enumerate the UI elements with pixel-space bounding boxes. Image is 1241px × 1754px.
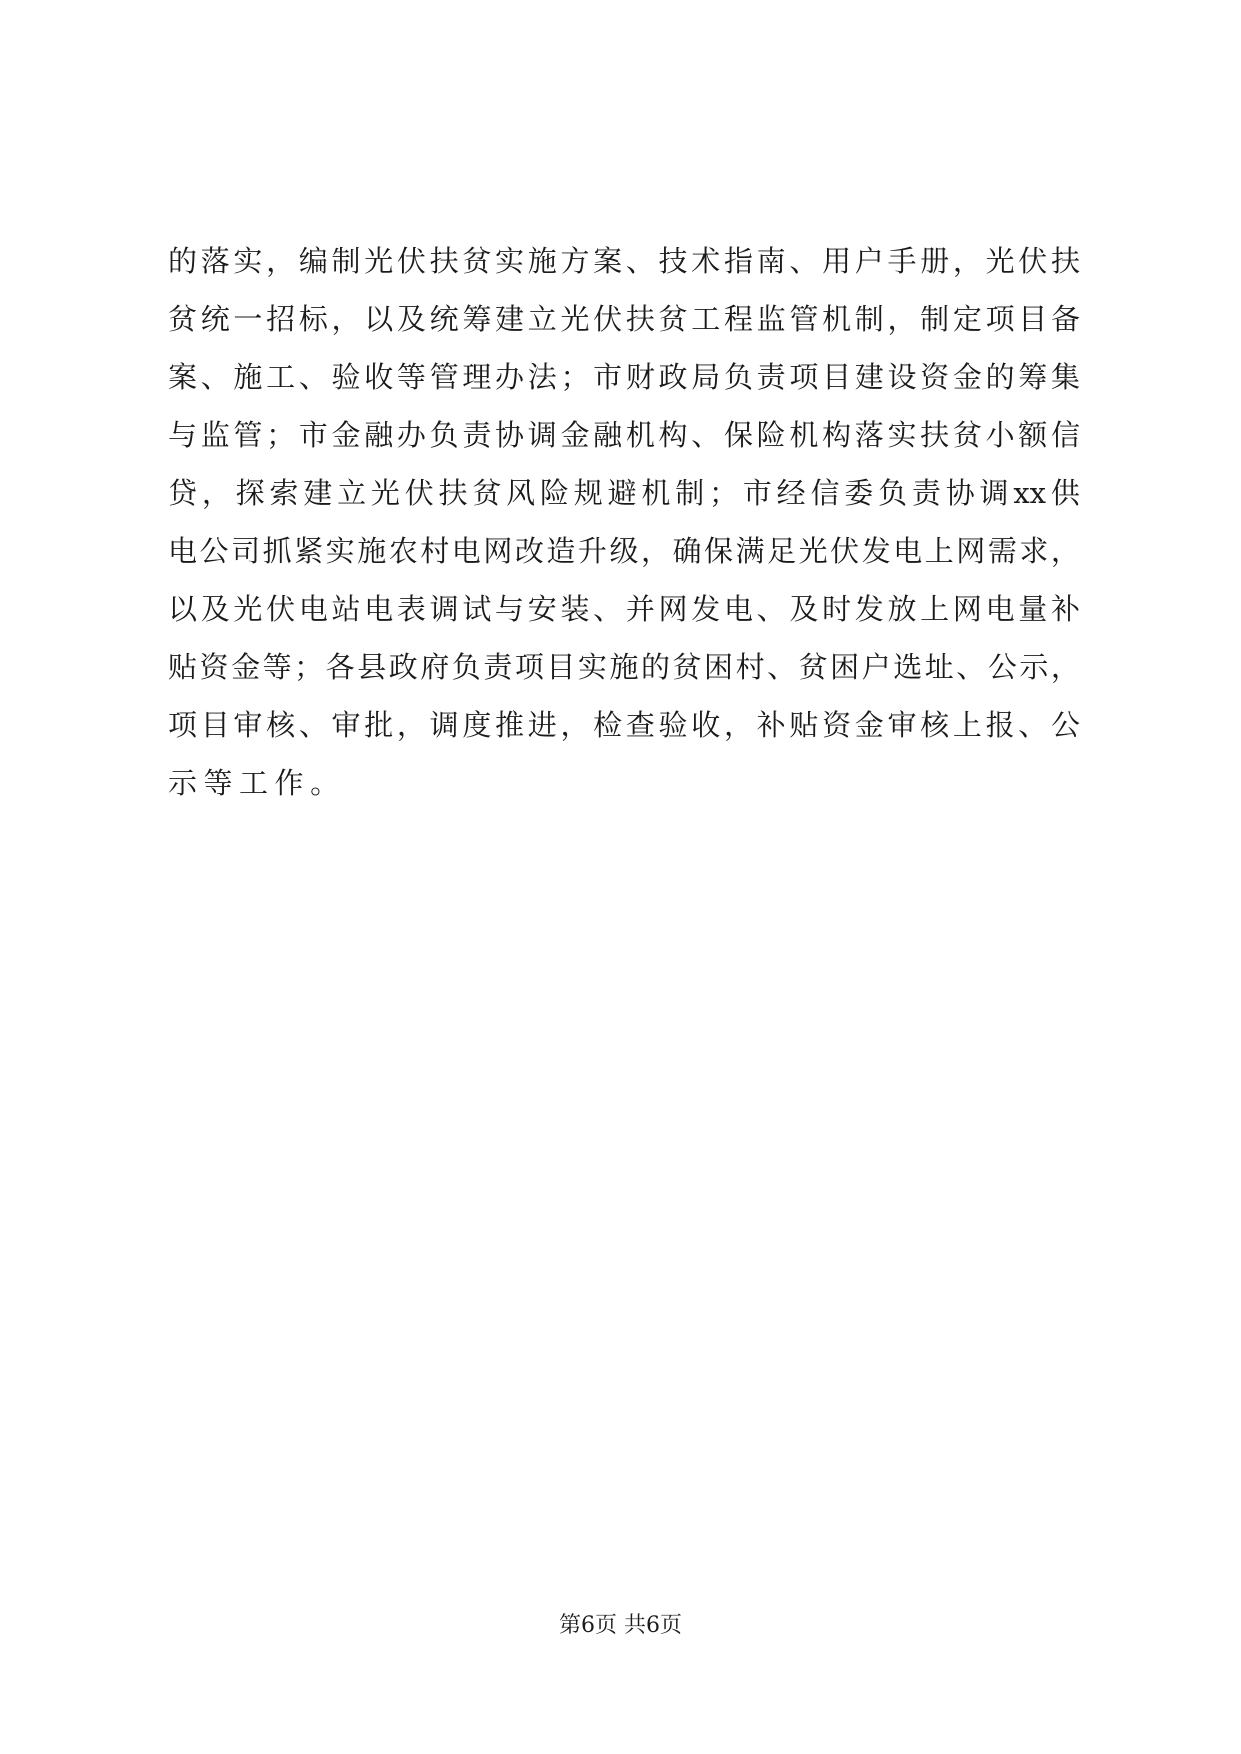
text-line: 以 及 光 伏 电 站 电 表 调 试 与 安 装 、 并 网 发 电 、 及 时 发 放 上 网 电 量 补: [168, 592, 1080, 626]
text-line: 贴 资 金 等 ； 各 县 政 府 负 责 项 目 实 施 的 贫 困 村 、 贫 困 户 选 址 、 公 示 ，: [168, 650, 1080, 684]
text-line: 项 目 审 核 、 审 批 ， 调 度 推 进 ， 检 查 验 收 ， 补 贴 资 金 审 核 上 报 、 公: [168, 708, 1080, 742]
page-number-footer: 第6页 共6页: [559, 1613, 682, 1638]
text-line: 的 落 实 ， 编 制 光 伏 扶 贫 实 施 方 案 、 技 术 指 南 、 用 户 手 册 ， 光 伏 扶: [168, 244, 1080, 278]
body-paragraph: [168, 232, 1080, 812]
text-line: 贷 ， 探 索 建 立 光 伏 扶 贫 风 险 规 避 机 制 ； 市 经 信 委 负 责 协 调 xx 供: [168, 476, 1080, 510]
text-line: 贫 统 一 招 标 ， 以 及 统 筹 建 立 光 伏 扶 贫 工 程 监 管 机 制 ， 制 定 项 目 备: [168, 302, 1080, 336]
text-line: 电 公 司 抓 紧 实 施 农 村 电 网 改 造 升 级 ， 确 保 满 足 光 伏 发 电 上 网 需 求 ，: [168, 534, 1080, 568]
text-line: 示 等 工 作 。: [168, 766, 340, 800]
text-line: 与 监 管 ； 市 金 融 办 负 责 协 调 金 融 机 构 、 保 险 机 构 落 实 扶 贫 小 额 信: [168, 418, 1080, 452]
text-line: 案 、 施 工 、 验 收 等 管 理 办 法 ； 市 财 政 局 负 责 项 目 建 设 资 金 的 筹 集: [168, 360, 1080, 394]
